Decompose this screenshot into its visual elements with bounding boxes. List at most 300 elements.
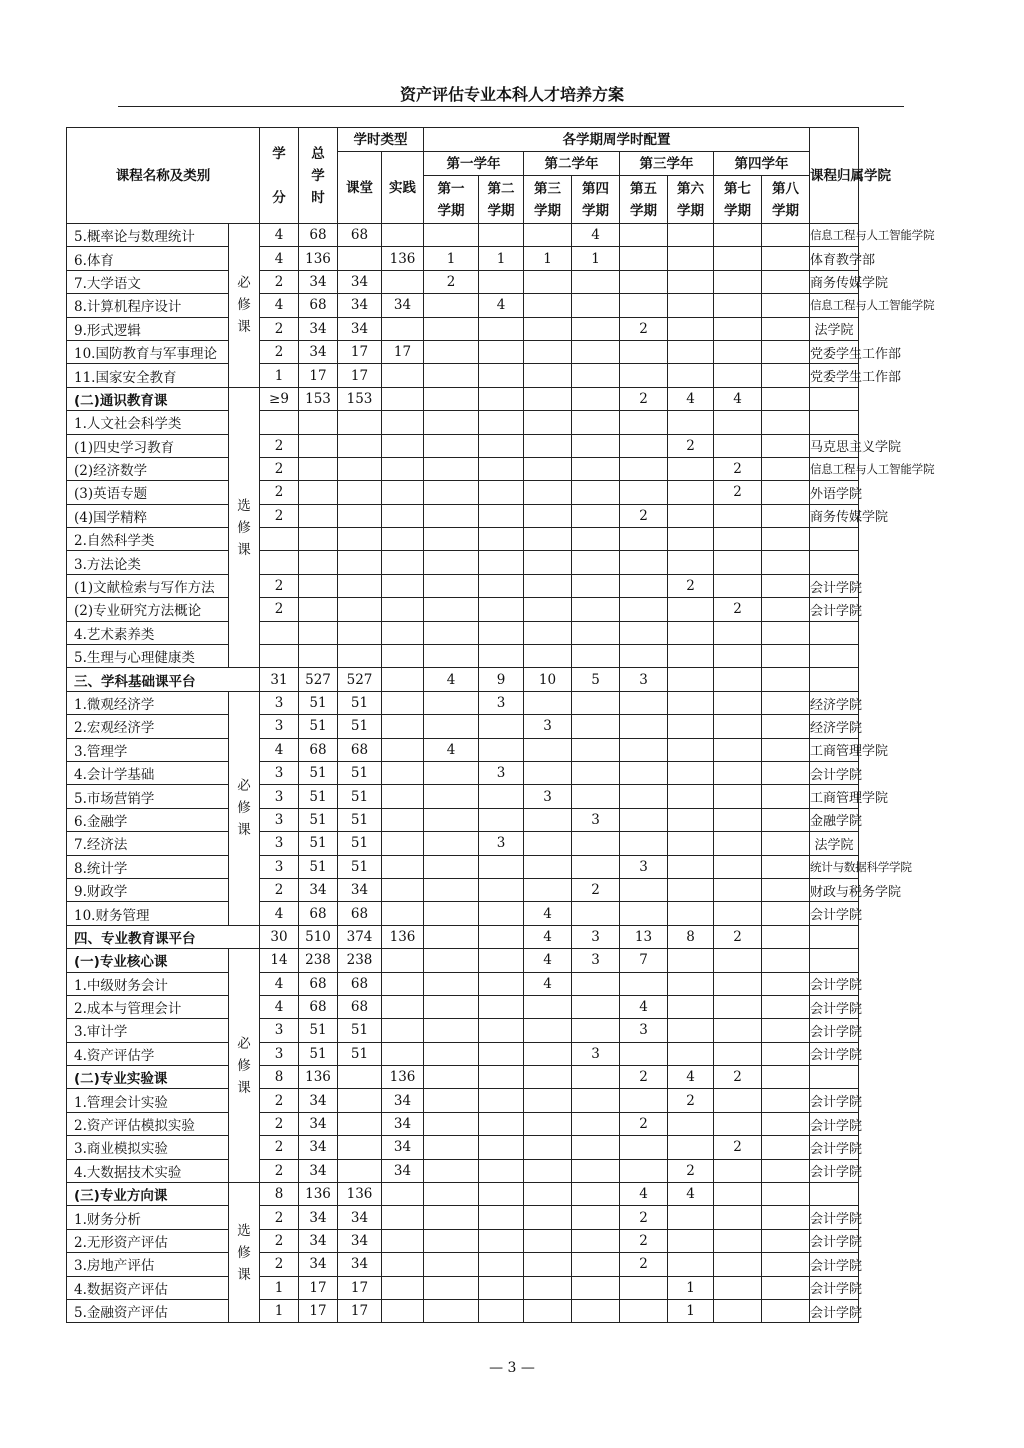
row-semester-8 xyxy=(762,387,810,410)
table-row xyxy=(67,1136,991,1159)
header-year-3: 第三学年 xyxy=(620,152,714,176)
row-credit: 4 xyxy=(260,738,299,761)
table-row xyxy=(67,504,991,527)
row-semester-1 xyxy=(424,785,479,808)
row-course-name: 7.经济法 xyxy=(67,832,229,855)
row-semester-7 xyxy=(714,364,762,387)
table-row xyxy=(67,364,991,387)
row-semester-7 xyxy=(714,668,762,691)
row-credit xyxy=(260,528,299,551)
row-practice-hours xyxy=(382,972,424,995)
row-semester-5 xyxy=(620,645,668,668)
row-semester-5 xyxy=(620,457,668,480)
row-course-name: (2)经济数学 xyxy=(67,457,229,480)
row-semester-6 xyxy=(668,1206,714,1229)
row-semester-8 xyxy=(762,247,810,270)
row-semester-2 xyxy=(479,551,524,574)
table-row xyxy=(67,738,991,761)
table-row xyxy=(67,317,991,340)
row-semester-1 xyxy=(424,1066,479,1089)
row-semester-2 xyxy=(479,1183,524,1206)
row-practice-hours xyxy=(382,411,424,434)
row-semester-3 xyxy=(524,1253,572,1276)
row-semester-6 xyxy=(668,247,714,270)
row-semester-4 xyxy=(572,574,620,597)
table-row xyxy=(67,949,991,972)
header-practice: 实践 xyxy=(382,152,424,224)
row-semester-6 xyxy=(668,340,714,363)
row-semester-8 xyxy=(762,855,810,878)
row-semester-5 xyxy=(620,1159,668,1182)
row-credit: 3 xyxy=(260,715,299,738)
row-semester-1 xyxy=(424,855,479,878)
row-semester-8 xyxy=(762,317,810,340)
row-semester-8 xyxy=(762,925,810,948)
row-classroom-hours xyxy=(338,247,382,270)
row-credit: 3 xyxy=(260,855,299,878)
row-classroom-hours: 17 xyxy=(338,1276,382,1299)
row-semester-8 xyxy=(762,832,810,855)
row-course-name: 5.市场营销学 xyxy=(67,785,229,808)
row-school: 会计学院 xyxy=(810,761,859,784)
row-semester-6 xyxy=(668,949,714,972)
course-category-cell: 选 修 课 xyxy=(229,1183,260,1323)
row-semester-6: 2 xyxy=(668,1159,714,1182)
table-row xyxy=(67,1042,991,1065)
row-semester-7 xyxy=(714,434,762,457)
row-semester-3 xyxy=(524,1183,572,1206)
row-semester-1 xyxy=(424,434,479,457)
row-semester-8 xyxy=(762,481,810,504)
row-credit: 2 xyxy=(260,878,299,901)
row-total-hours: 51 xyxy=(299,832,338,855)
row-semester-7 xyxy=(714,1019,762,1042)
row-semester-7 xyxy=(714,294,762,317)
row-credit: 2 xyxy=(260,1136,299,1159)
row-semester-1 xyxy=(424,317,479,340)
row-semester-7 xyxy=(714,715,762,738)
row-credit: 4 xyxy=(260,972,299,995)
row-semester-4: 3 xyxy=(572,949,620,972)
row-school: 工商管理学院 xyxy=(810,785,859,808)
row-school: 经济学院 xyxy=(810,715,859,738)
table-row xyxy=(67,761,991,784)
row-semester-2 xyxy=(479,902,524,925)
row-semester-8 xyxy=(762,1136,810,1159)
row-semester-3 xyxy=(524,551,572,574)
row-credit: 30 xyxy=(260,925,299,948)
row-semester-2 xyxy=(479,411,524,434)
table-row xyxy=(67,1112,991,1135)
row-semester-5: 7 xyxy=(620,949,668,972)
row-semester-5 xyxy=(620,528,668,551)
row-total-hours: 51 xyxy=(299,808,338,831)
row-semester-7 xyxy=(714,1159,762,1182)
row-total-hours: 68 xyxy=(299,224,338,247)
row-school: 外语学院 xyxy=(810,481,859,504)
row-semester-4 xyxy=(572,995,620,1018)
row-practice-hours xyxy=(382,387,424,410)
row-practice-hours: 34 xyxy=(382,1112,424,1135)
row-course-name: 4.艺术素养类 xyxy=(67,621,229,644)
table-row xyxy=(67,224,991,247)
row-semester-1 xyxy=(424,387,479,410)
row-semester-6 xyxy=(668,691,714,714)
row-semester-6: 1 xyxy=(668,1276,714,1299)
row-semester-7 xyxy=(714,1229,762,1252)
row-semester-5: 4 xyxy=(620,1183,668,1206)
row-classroom-hours: 51 xyxy=(338,1042,382,1065)
row-semester-2 xyxy=(479,317,524,340)
row-semester-2 xyxy=(479,1042,524,1065)
row-credit: 14 xyxy=(260,949,299,972)
row-school xyxy=(810,387,859,410)
row-semester-1: 1 xyxy=(424,247,479,270)
row-semester-6: 2 xyxy=(668,574,714,597)
row-semester-3: 3 xyxy=(524,715,572,738)
row-semester-5 xyxy=(620,808,668,831)
row-semester-7 xyxy=(714,855,762,878)
row-semester-3 xyxy=(524,1042,572,1065)
row-semester-4 xyxy=(572,457,620,480)
row-school: 体育教学部 xyxy=(810,247,859,270)
row-semester-7 xyxy=(714,972,762,995)
course-category-cell: 必 修 课 xyxy=(229,949,260,1183)
row-course-name: (一)专业核心课 xyxy=(67,949,229,972)
row-total-hours: 34 xyxy=(299,1253,338,1276)
row-semester-3 xyxy=(524,621,572,644)
row-course-name: 4.大数据技术实验 xyxy=(67,1159,229,1182)
row-semester-3 xyxy=(524,364,572,387)
row-credit: 31 xyxy=(260,668,299,691)
table-row xyxy=(67,1206,991,1229)
row-credit: 3 xyxy=(260,832,299,855)
row-semester-6 xyxy=(668,995,714,1018)
row-school: 会计学院 xyxy=(810,1253,859,1276)
row-semester-5 xyxy=(620,1042,668,1065)
row-practice-hours xyxy=(382,1229,424,1252)
row-semester-8 xyxy=(762,761,810,784)
row-semester-8 xyxy=(762,1183,810,1206)
row-semester-1 xyxy=(424,1159,479,1182)
row-total-hours: 136 xyxy=(299,247,338,270)
row-semester-8 xyxy=(762,972,810,995)
row-semester-2 xyxy=(479,574,524,597)
header-semester-3: 第三 学期 xyxy=(524,176,572,224)
row-semester-7 xyxy=(714,1253,762,1276)
row-semester-6 xyxy=(668,808,714,831)
row-semester-8 xyxy=(762,598,810,621)
row-semester-6: 2 xyxy=(668,1089,714,1112)
table-header xyxy=(67,128,991,224)
row-school xyxy=(810,551,859,574)
row-semester-1 xyxy=(424,808,479,831)
row-classroom-hours: 51 xyxy=(338,715,382,738)
row-semester-1 xyxy=(424,551,479,574)
row-semester-6 xyxy=(668,855,714,878)
table-row xyxy=(67,1253,991,1276)
row-semester-1 xyxy=(424,481,479,504)
table-row xyxy=(67,1299,991,1322)
row-semester-3: 10 xyxy=(524,668,572,691)
row-practice-hours xyxy=(382,855,424,878)
row-semester-3 xyxy=(524,808,572,831)
row-classroom-hours: 238 xyxy=(338,949,382,972)
row-semester-4 xyxy=(572,715,620,738)
row-semester-1 xyxy=(424,925,479,948)
row-school: 会计学院 xyxy=(810,972,859,995)
row-classroom-hours xyxy=(338,481,382,504)
row-semester-5 xyxy=(620,1276,668,1299)
row-school xyxy=(810,411,859,434)
row-semester-5 xyxy=(620,902,668,925)
row-credit: 2 xyxy=(260,1206,299,1229)
row-classroom-hours: 68 xyxy=(338,972,382,995)
row-semester-3 xyxy=(524,481,572,504)
row-semester-8 xyxy=(762,902,810,925)
row-semester-4 xyxy=(572,1112,620,1135)
table-row xyxy=(67,808,991,831)
row-course-name: 4.数据资产评估 xyxy=(67,1276,229,1299)
row-credit: 3 xyxy=(260,785,299,808)
row-semester-2 xyxy=(479,1089,524,1112)
row-semester-5 xyxy=(620,1089,668,1112)
row-semester-8 xyxy=(762,1253,810,1276)
row-semester-8 xyxy=(762,434,810,457)
row-semester-5: 3 xyxy=(620,855,668,878)
row-semester-5: 2 xyxy=(620,1066,668,1089)
row-total-hours: 136 xyxy=(299,1066,338,1089)
table-row xyxy=(67,551,991,574)
row-semester-3 xyxy=(524,528,572,551)
row-semester-4: 4 xyxy=(572,224,620,247)
row-course-name: 3.方法论类 xyxy=(67,551,229,574)
row-credit: 2 xyxy=(260,457,299,480)
row-semester-6: 4 xyxy=(668,1066,714,1089)
row-semester-3 xyxy=(524,855,572,878)
row-total-hours: 34 xyxy=(299,1112,338,1135)
row-total-hours: 34 xyxy=(299,317,338,340)
table-row xyxy=(67,411,991,434)
row-semester-3 xyxy=(524,738,572,761)
row-semester-7 xyxy=(714,1042,762,1065)
row-classroom-hours: 34 xyxy=(338,317,382,340)
row-practice-hours xyxy=(382,1183,424,1206)
row-semester-5 xyxy=(620,598,668,621)
row-semester-5: 3 xyxy=(620,668,668,691)
row-semester-5 xyxy=(620,878,668,901)
row-semester-1: 2 xyxy=(424,270,479,293)
row-semester-8 xyxy=(762,551,810,574)
row-semester-8 xyxy=(762,528,810,551)
table-row xyxy=(67,855,991,878)
row-practice-hours xyxy=(382,738,424,761)
table-row xyxy=(67,925,991,948)
row-total-hours xyxy=(299,457,338,480)
row-course-name: 5.生理与心理健康类 xyxy=(67,645,229,668)
row-semester-4 xyxy=(572,832,620,855)
row-credit xyxy=(260,551,299,574)
row-course-name: 1.财务分析 xyxy=(67,1206,229,1229)
row-course-name: 1.中级财务会计 xyxy=(67,972,229,995)
row-semester-7 xyxy=(714,832,762,855)
row-semester-7: 2 xyxy=(714,1066,762,1089)
row-practice-hours xyxy=(382,457,424,480)
row-credit: 2 xyxy=(260,574,299,597)
row-semester-4 xyxy=(572,1089,620,1112)
row-semester-2 xyxy=(479,949,524,972)
row-school: 会计学院 xyxy=(810,1299,859,1322)
row-school xyxy=(810,1066,859,1089)
row-semester-5 xyxy=(620,224,668,247)
row-semester-4 xyxy=(572,972,620,995)
row-semester-6 xyxy=(668,457,714,480)
row-semester-1 xyxy=(424,457,479,480)
row-classroom-hours: 34 xyxy=(338,1253,382,1276)
table-row xyxy=(67,481,991,504)
row-semester-3 xyxy=(524,504,572,527)
row-semester-1 xyxy=(424,224,479,247)
header-semester-7: 第七 学期 xyxy=(714,176,762,224)
row-semester-7 xyxy=(714,1112,762,1135)
row-total-hours: 17 xyxy=(299,364,338,387)
row-semester-2: 3 xyxy=(479,691,524,714)
row-classroom-hours: 153 xyxy=(338,387,382,410)
row-semester-8 xyxy=(762,995,810,1018)
row-semester-8 xyxy=(762,645,810,668)
row-semester-1: 4 xyxy=(424,668,479,691)
row-semester-2 xyxy=(479,995,524,1018)
row-semester-8 xyxy=(762,1089,810,1112)
row-school: 会计学院 xyxy=(810,1019,859,1042)
row-classroom-hours: 68 xyxy=(338,224,382,247)
row-semester-2: 3 xyxy=(479,832,524,855)
row-semester-3 xyxy=(524,691,572,714)
row-semester-8 xyxy=(762,294,810,317)
row-school: 会计学院 xyxy=(810,1276,859,1299)
row-semester-5 xyxy=(620,270,668,293)
row-semester-5 xyxy=(620,434,668,457)
row-practice-hours: 34 xyxy=(382,1159,424,1182)
row-classroom-hours xyxy=(338,621,382,644)
row-school: 信息工程与人工智能学院 xyxy=(810,224,859,247)
row-credit: 2 xyxy=(260,481,299,504)
row-credit: 4 xyxy=(260,247,299,270)
row-practice-hours xyxy=(382,574,424,597)
row-practice-hours xyxy=(382,949,424,972)
row-semester-3: 3 xyxy=(524,785,572,808)
row-total-hours: 51 xyxy=(299,1042,338,1065)
row-semester-7 xyxy=(714,247,762,270)
row-practice-hours xyxy=(382,1042,424,1065)
table-row xyxy=(67,1229,991,1252)
row-course-name: 2.成本与管理会计 xyxy=(67,995,229,1018)
row-semester-8 xyxy=(762,1276,810,1299)
row-semester-6 xyxy=(668,504,714,527)
row-semester-7: 2 xyxy=(714,481,762,504)
row-semester-1 xyxy=(424,1042,479,1065)
page-number: — 3 — xyxy=(489,1360,535,1376)
row-semester-4 xyxy=(572,785,620,808)
row-semester-8 xyxy=(762,1066,810,1089)
row-semester-4 xyxy=(572,528,620,551)
row-semester-1 xyxy=(424,878,479,901)
row-credit: 2 xyxy=(260,317,299,340)
row-course-name: (3)英语专题 xyxy=(67,481,229,504)
row-semester-2 xyxy=(479,972,524,995)
row-classroom-hours xyxy=(338,1136,382,1159)
row-school: 会计学院 xyxy=(810,995,859,1018)
row-course-name: 4.资产评估学 xyxy=(67,1042,229,1065)
row-school xyxy=(810,949,859,972)
row-credit: 4 xyxy=(260,294,299,317)
row-semester-6 xyxy=(668,1042,714,1065)
row-total-hours xyxy=(299,621,338,644)
row-semester-4 xyxy=(572,1136,620,1159)
row-course-name: 7.大学语文 xyxy=(67,270,229,293)
row-practice-hours xyxy=(382,1276,424,1299)
row-semester-7: 4 xyxy=(714,387,762,410)
table-row xyxy=(67,1183,991,1206)
row-semester-6 xyxy=(668,224,714,247)
row-course-name: (1)文献检索与写作方法 xyxy=(67,574,229,597)
row-semester-2 xyxy=(479,1159,524,1182)
row-semester-2 xyxy=(479,878,524,901)
row-credit: 2 xyxy=(260,1112,299,1135)
row-course-name: 四、专业教育课平台 xyxy=(67,925,260,948)
row-semester-4 xyxy=(572,1253,620,1276)
row-course-name: 10.财务管理 xyxy=(67,902,229,925)
row-semester-8 xyxy=(762,574,810,597)
row-school: 会计学院 xyxy=(810,1112,859,1135)
row-semester-7: 2 xyxy=(714,457,762,480)
row-semester-6: 4 xyxy=(668,387,714,410)
row-credit: 8 xyxy=(260,1183,299,1206)
row-semester-8 xyxy=(762,224,810,247)
row-classroom-hours: 34 xyxy=(338,1229,382,1252)
row-practice-hours: 34 xyxy=(382,1136,424,1159)
row-total-hours xyxy=(299,645,338,668)
row-school xyxy=(810,645,859,668)
row-classroom-hours: 51 xyxy=(338,691,382,714)
row-credit: 8 xyxy=(260,1066,299,1089)
row-semester-6 xyxy=(668,1112,714,1135)
row-practice-hours xyxy=(382,1019,424,1042)
row-semester-2: 9 xyxy=(479,668,524,691)
table-row xyxy=(67,574,991,597)
row-classroom-hours xyxy=(338,528,382,551)
row-credit: 1 xyxy=(260,1299,299,1322)
row-school xyxy=(810,668,859,691)
header-semester-5: 第五 学期 xyxy=(620,176,668,224)
row-practice-hours xyxy=(382,224,424,247)
row-course-name: (二)通识教育课 xyxy=(67,387,229,410)
row-semester-1 xyxy=(424,411,479,434)
row-semester-7 xyxy=(714,761,762,784)
title-rule xyxy=(118,106,904,107)
table-row xyxy=(67,972,991,995)
row-semester-3 xyxy=(524,645,572,668)
row-classroom-hours xyxy=(338,645,382,668)
row-semester-7 xyxy=(714,1299,762,1322)
row-semester-1 xyxy=(424,995,479,1018)
header-semester-config: 各学期周学时配置 xyxy=(424,128,810,152)
row-semester-8 xyxy=(762,1112,810,1135)
row-credit: 3 xyxy=(260,1042,299,1065)
row-school: 会计学院 xyxy=(810,1089,859,1112)
row-semester-6 xyxy=(668,832,714,855)
row-semester-2 xyxy=(479,785,524,808)
